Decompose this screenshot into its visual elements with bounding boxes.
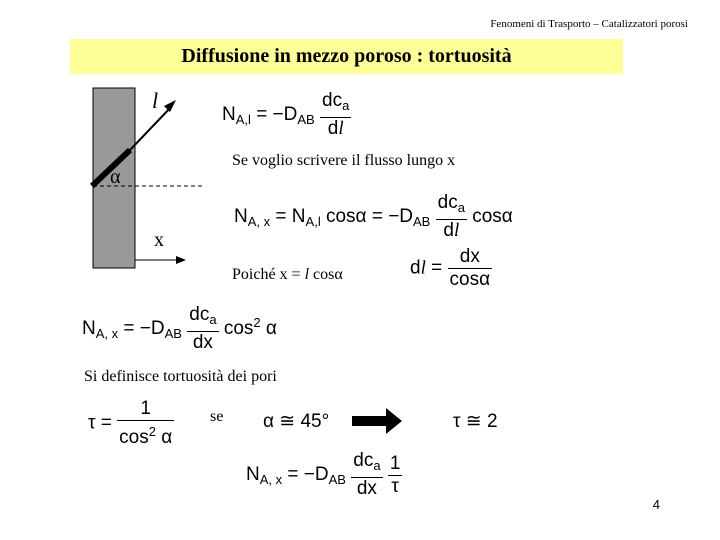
slide-header: Fenomeni di Trasporto – Catalizzatori porosi xyxy=(490,18,688,30)
pore-diagram-svg xyxy=(80,80,220,270)
x-arrow-head-icon xyxy=(176,256,186,264)
equation-tau-2: τ ≅ 2 xyxy=(453,411,498,432)
title-bar xyxy=(70,39,623,74)
l-direction-line xyxy=(130,106,172,150)
text-flux-along-x: Se voglio scrivere il flusso lungo x xyxy=(232,152,456,169)
slide-title: Diffusione in mezzo poroso : tortuosità xyxy=(181,45,512,67)
diagram-label-x: x xyxy=(154,229,164,251)
page-number: 4 xyxy=(652,497,660,512)
text-since: Poiché x = l cosα xyxy=(232,266,343,283)
pore-diagram xyxy=(80,80,220,270)
diagram-label-alpha: α xyxy=(110,166,121,188)
equation-tortuosity: τ = $\frac{1}{\cos^2 \alpha}$ xyxy=(88,398,173,448)
equation-flux-l: $N_{A,l} = -D_{AB}$ $\frac{dc_a}{dl}$ xyxy=(222,90,350,139)
equation-alpha-45: α ≅ 45° xyxy=(263,411,330,432)
equation-flux-x-tau: $N_{A, x} = -D_{AB}$ $\frac{dc_a}{dx}$ $\frac{1}{\tau}$ xyxy=(246,450,401,499)
equation-flux-x-cos2: $N_{A, x} = -D_{AB}$ $\frac{dc_a}{dx}$ $\cos^2 \alpha$ xyxy=(82,304,277,353)
l-arrow-head-icon xyxy=(164,100,176,112)
equation-dl: dl = $\frac{dx}{\cos\alpha}$ xyxy=(410,246,491,290)
diagram-label-l: l xyxy=(152,88,159,113)
text-tortuosity-definition: Si definisce tortuosità dei pori xyxy=(84,368,277,385)
text-if: se xyxy=(210,408,224,425)
implies-arrow-icon xyxy=(352,406,404,441)
equation-flux-x: $N_{A, x} = N_{A,l}$ $\cos\alpha = -D_{AB}$ $\frac{dc_a}{dl}$ cosα xyxy=(234,192,513,241)
